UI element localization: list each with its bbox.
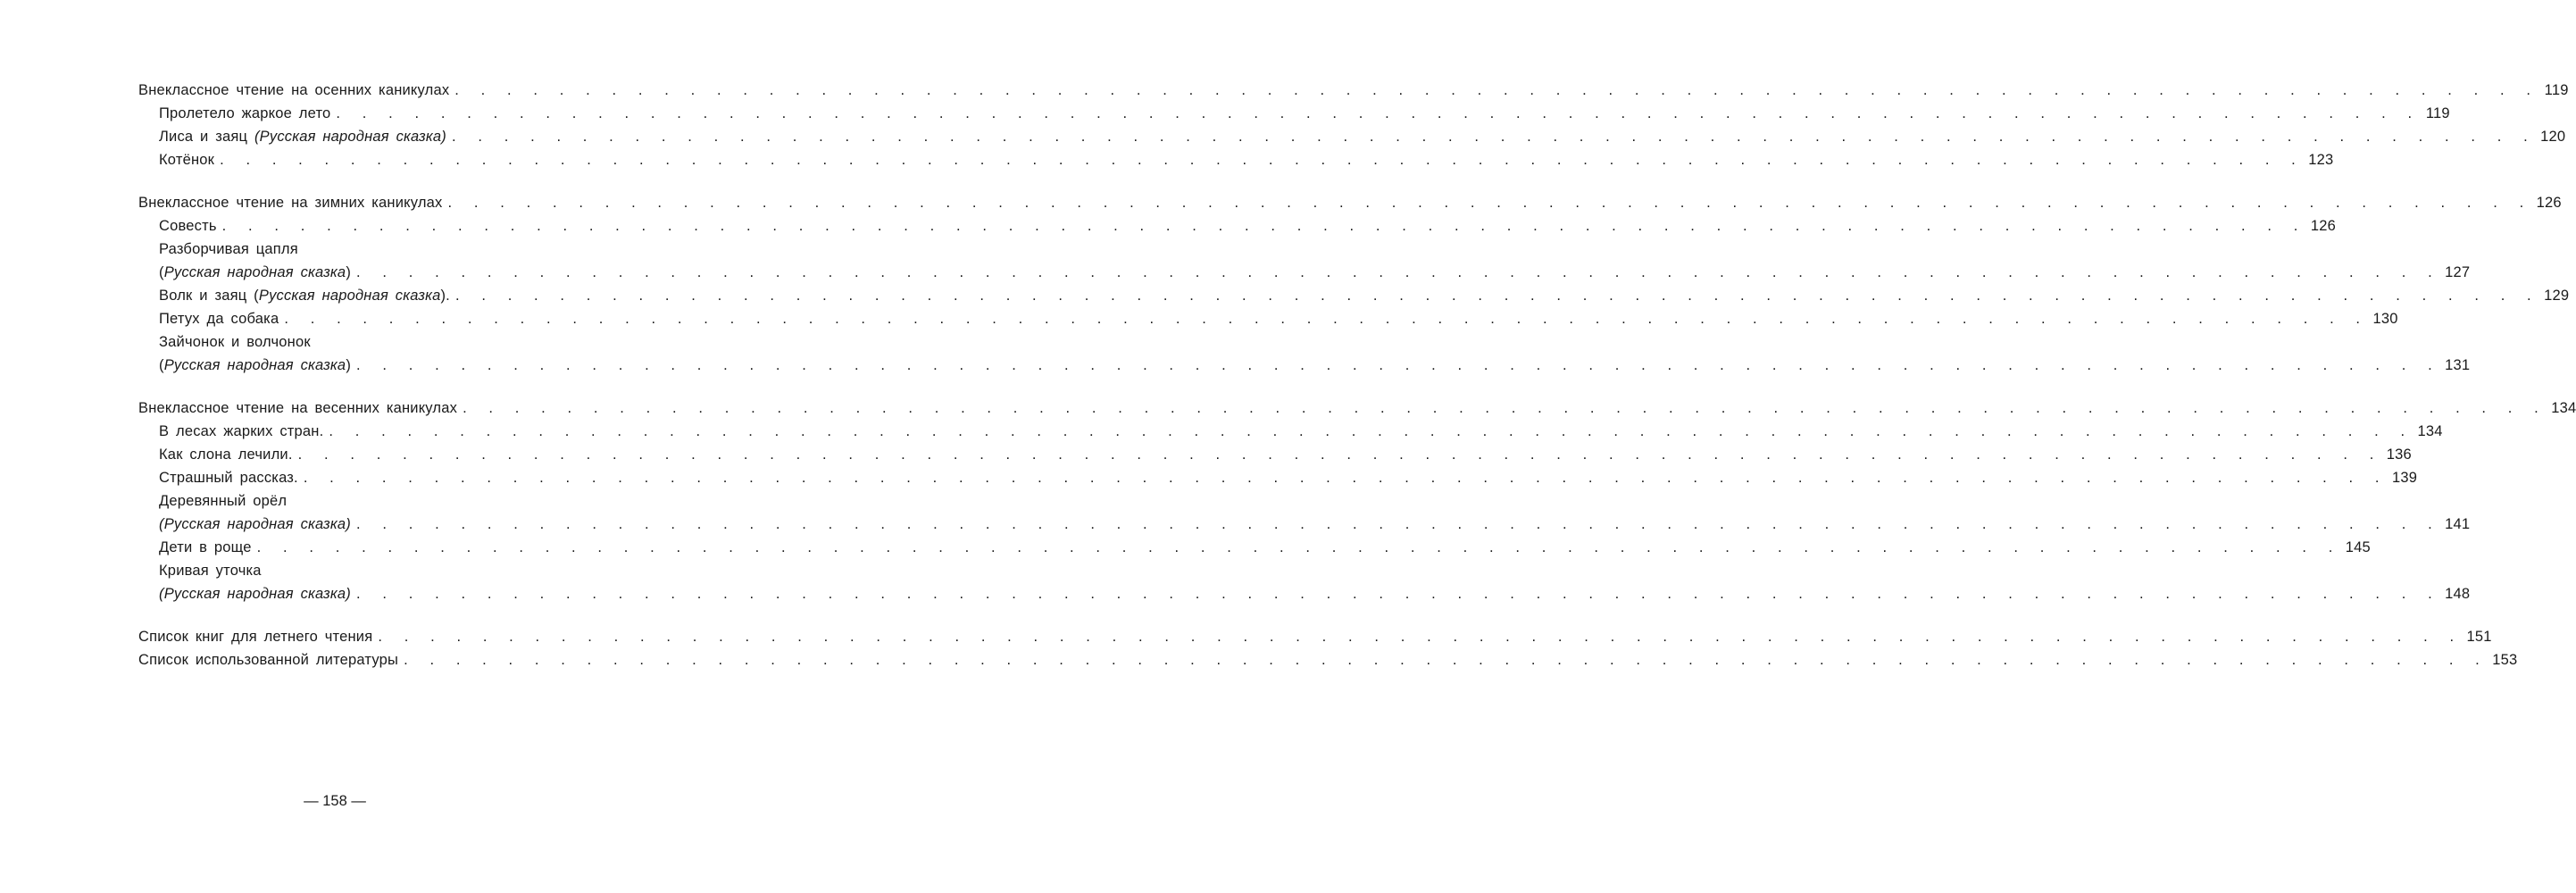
toc-page-number: 136 (2386, 446, 2412, 463)
toc-entry-title (159, 582, 351, 605)
leader-dots: . . . . . . . . . . . . . . . . . . . . . . . . . . . . . . . . . . . . . . . . . . . . . . . . . . . . . . . . . . . . . . . . . . . . . . . . . . . . . . . . (303, 470, 2388, 486)
leader-dots: . . . . . . . . . . . . . . . . . . . . . . . . . . . . . . . . . . . . . . . . . . . . . . . . . . . . . . . . . . . . . . . . . . . . . . . . . . . . . . . . (297, 446, 2381, 463)
toc-page-number: 134 (2551, 400, 2576, 416)
toc-title-text: Список книг для летнего чтения (138, 629, 373, 645)
toc-page-number: 153 (2492, 652, 2518, 668)
leader-dots: . . . . . . . . . . . . . . . . . . . . . . . . . . . . . . . . . . . . . . . . . . . . . . . . . . . . . . . . . . . . . . . . . . . . . . . . . . . . . . . . (463, 400, 2547, 416)
toc-section (138, 191, 2570, 377)
toc-title-tail: ) (346, 357, 352, 373)
toc-entry (138, 102, 2450, 125)
toc-entry-title (159, 125, 446, 148)
toc-section-heading (138, 648, 2518, 672)
toc-section-heading (138, 625, 2492, 648)
toc-title-text: ( (159, 357, 164, 373)
toc-entry-title (159, 443, 293, 466)
leader-dots: . . . . . . . . . . . . . . . . . . . . . . . . . . . . . . . . . . . . . . . . . . . . . . . . . . . . . . . . . . . . . . . . . . . . . . . . . . . . . . . . (329, 423, 2413, 439)
toc-entry-first-line: Кривая уточка (159, 563, 262, 579)
toc-entry (138, 582, 2471, 605)
toc-title-italic: (Русская народная сказка) (159, 516, 351, 532)
toc-entry-title (159, 536, 252, 559)
toc-entry (138, 284, 2570, 307)
toc-entry-title (138, 648, 398, 672)
toc-page-number: 139 (2391, 470, 2418, 486)
leader-dots: . . . . . . . . . . . . . . . . . . . . . . . . . . . . . . . . . . . . . . . . . . . . . . . . . . . . . . . . . . . . . . . . . . . . . . . . . . . . . . . . (356, 586, 2440, 602)
page-number: — 158 — (304, 793, 366, 809)
leader-dots: . . . . . . . . . . . . . . . . . . . . . . . . . . . . . . . . . . . . . . . . . . . . . . . . . . . . . . . . . . . . . . . . . . . . . . . . . . . . . . . . (256, 539, 2340, 555)
toc-page-number: 119 (2544, 82, 2569, 98)
toc-entry-title (159, 307, 279, 330)
toc-title-text: ( (159, 264, 164, 280)
toc-entry (138, 214, 2336, 238)
leader-dots: . . . . . . . . . . . . . . . . . . . . . . . . . . . . . . . . . . . . . . . . . . . . . . . . . . . . . . . . . . . . . . . . . . . . . . . . . . . . . . . . (221, 218, 2305, 234)
toc-page-number: 141 (2445, 516, 2471, 532)
leader-dots: . . . . . . . . . . . . . . . . . . . . . . . . . . . . . . . . . . . . . . . . . . . . . . . . . . . . . . . . . . . . . . . . . . . . . . . . . . . . . . . . (336, 105, 2420, 121)
toc-page-number: 151 (2466, 629, 2492, 645)
toc-entry-title (159, 102, 330, 125)
toc-title-text: Дети в роще (159, 539, 252, 555)
toc-entry-title (159, 261, 351, 284)
toc-title-italic: Русская народная сказка (163, 264, 346, 280)
leader-dots: . . . . . . . . . . . . . . . . . . . . . . . . . . . . . . . . . . . . . . . . . . . . . . . . . . . . . . . . . . . . . . . . . . . . . . . . . . . . . . . . (356, 357, 2440, 373)
toc-title-text: Внеклассное чтение на весенних каникулах (138, 400, 458, 416)
toc-title-text: Внеклассное чтение на осенних каникулах (138, 82, 450, 98)
toc-entry (138, 261, 2471, 284)
toc-entry-title (159, 148, 214, 171)
toc-entry-title (138, 191, 442, 214)
toc-entry-title (138, 625, 372, 648)
toc-entry-title (159, 214, 217, 238)
toc-title-text: Пролетело жаркое лето (159, 105, 331, 121)
toc-entry (138, 466, 2418, 489)
toc-title-text: Котёнок (159, 152, 215, 168)
leader-dots: . . . . . . . . . . . . . . . . . . . . . . . . . . . . . . . . . . . . . . . . . . . . . . . . . . . . . . . . . . . . . . . . . . . . . . . . . . . . . . . . (284, 311, 2368, 327)
toc-section-heading (138, 191, 2562, 214)
toc-title-text: Внеклассное чтение на зимних каникулах (138, 195, 443, 211)
toc-entry-title (138, 396, 457, 420)
toc-title-text: В лесах жарких стран. (159, 423, 324, 439)
toc-entry (138, 148, 2334, 171)
leader-dots: . . . . . . . . . . . . . . . . . . . . . . . . . . . . . . . . . . . . . . . . . . . . . . . . . . . . . . . . . . . . . . . . . . . . . . . . . . . . . . . . (356, 516, 2440, 532)
toc-final-section (138, 625, 2518, 672)
toc-title-text: Лиса и заяц (159, 129, 254, 145)
leader-dots: . . . . . . . . . . . . . . . . . . . . . . . . . . . . . . . . . . . . . . . . . . . . . . . . . . . . . . . . . . . . . . . . . . . . . . . . . . . . . . . . (404, 652, 2488, 668)
toc-entry-first-line: Разборчивая цапля (159, 241, 298, 257)
toc-title-text: Петух да собака (159, 311, 279, 327)
leader-dots: . . . . . . . . . . . . . . . . . . . . . . . . . . . . . . . . . . . . . . . . . . . . . . . . . . . . . . . . . . . . . . . . . . . . . . . . . . . . . . . . (454, 82, 2538, 98)
toc-entry-first-line: Деревянный орёл (159, 493, 288, 509)
toc-entry-title (138, 79, 449, 102)
toc-page-number: 127 (2445, 264, 2471, 280)
toc-page-number: 126 (2536, 195, 2562, 211)
toc-page-number: 130 (2372, 311, 2398, 327)
toc-title-italic: (Русская народная сказка) (254, 129, 446, 145)
leader-dots: . . . . . . . . . . . . . . . . . . . . . . . . . . . . . . . . . . . . . . . . . . . . . . . . . . . . . . . . . . . . . . . . . . . . . . . . . . . . . . . . (447, 195, 2531, 211)
toc-entry (138, 420, 2443, 443)
toc-page-number: 131 (2445, 357, 2471, 373)
toc-section-heading (138, 396, 2576, 420)
toc-page-number: 120 (2540, 129, 2566, 145)
toc-title-italic: (Русская народная сказка) (159, 586, 351, 602)
toc-page-number: 126 (2310, 218, 2336, 234)
toc-page-number: 145 (2345, 539, 2371, 555)
toc-entry (138, 536, 2371, 559)
toc-title-text: Как слона лечили. (159, 446, 293, 463)
toc-page-number: 134 (2417, 423, 2443, 439)
toc-entry (138, 443, 2412, 466)
leader-dots: . . . . . . . . . . . . . . . . . . . . . . . . . . . . . . . . . . . . . . . . . . . . . . . . . . . . . . . . . . . . . . . . . . . . . . . . . . . . . . . . (220, 152, 2304, 168)
toc-section (138, 79, 2569, 171)
toc-title-tail: ). (440, 288, 450, 304)
toc-entry-title (159, 354, 351, 377)
toc-entry (138, 354, 2471, 377)
toc-title-text: Страшный рассказ. (159, 470, 298, 486)
leader-dots: . . . . . . . . . . . . . . . . . . . . . . . . . . . . . . . . . . . . . . . . . . . . . . . . . . . . . . . . . . . . . . . . . . . . . . . . . . . . . . . . (356, 264, 2440, 280)
toc-title-tail: ) (346, 264, 352, 280)
leader-dots: . . . . . . . . . . . . . . . . . . . . . . . . . . . . . . . . . . . . . . . . . . . . . . . . . . . . . . . . . . . . . . . . . . . . . . . . . . . . . . . . (454, 288, 2539, 304)
toc-entry-title (159, 284, 450, 307)
toc-entry (138, 125, 2566, 148)
toc-page-number: 129 (2544, 288, 2570, 304)
toc-entry-title (159, 513, 351, 536)
toc-page-number: 123 (2308, 152, 2334, 168)
leader-dots: . . . . . . . . . . . . . . . . . . . . . . . . . . . . . . . . . . . . . . . . . . . . . . . . . . . . . . . . . . . . . . . . . . . . . . . . . . . . . . . . (378, 629, 2462, 645)
toc-entry-title (159, 420, 323, 443)
toc-section-heading (138, 79, 2569, 102)
toc-entry-first-line: Зайчонок и волчонок (159, 334, 311, 350)
toc-title-text: Волк и заяц ( (159, 288, 259, 304)
toc-title-italic: Русская народная сказка (163, 357, 346, 373)
toc-entry-title (159, 466, 298, 489)
toc-page-number: 119 (2425, 105, 2450, 121)
toc-page-number: 148 (2445, 586, 2471, 602)
toc-entry (138, 513, 2471, 536)
leader-dots: . . . . . . . . . . . . . . . . . . . . . . . . . . . . . . . . . . . . . . . . . . . . . . . . . . . . . . . . . . . . . . . . . . . . . . . . . . . . . . . . (451, 129, 2536, 145)
table-of-contents (138, 79, 2576, 691)
toc-entry (138, 307, 2398, 330)
toc-section (138, 396, 2576, 605)
toc-title-text: Список использованной литературы (138, 652, 399, 668)
toc-title-italic: Русская народная сказка (258, 288, 441, 304)
toc-title-text: Совесть (159, 218, 217, 234)
